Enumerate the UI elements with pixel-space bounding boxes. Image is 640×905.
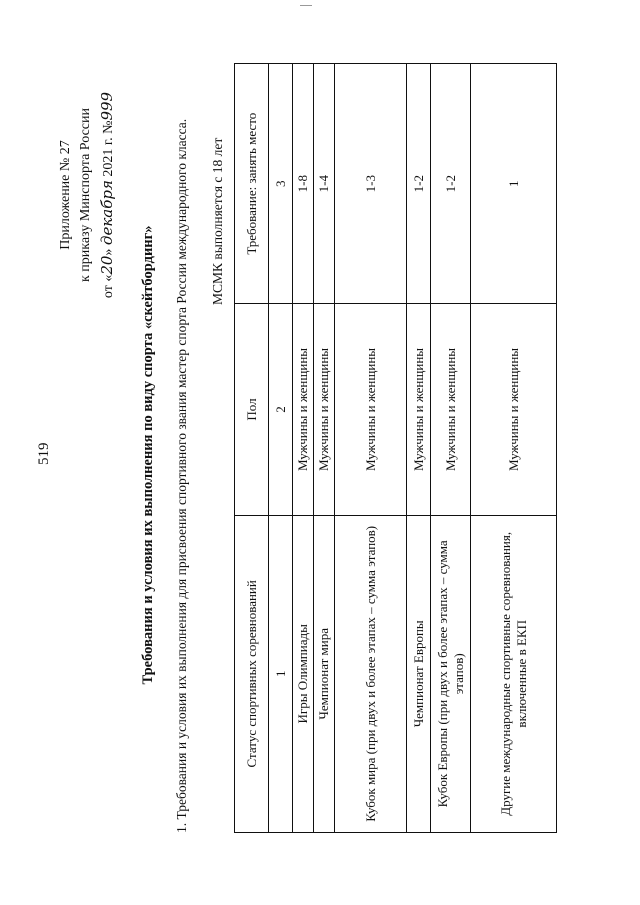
- column-number-1: 1: [269, 515, 293, 832]
- row-sex: Мужчины и женщины: [314, 304, 335, 515]
- row-place: 1-2: [407, 64, 431, 304]
- row-status: Чемпионат мира: [314, 515, 335, 832]
- column-number-3: 3: [269, 64, 293, 304]
- appendix-number: 999: [98, 91, 116, 121]
- appendix-month: декабря: [98, 180, 116, 246]
- appendix-year: 2021 г. №: [101, 120, 116, 177]
- appendix-date-mid: »: [101, 248, 116, 256]
- appendix-line-1: Приложение № 27: [58, 140, 73, 250]
- table-row: [293, 64, 314, 833]
- row-sex: Мужчины и женщины: [335, 304, 407, 515]
- requirements-table: [234, 63, 557, 833]
- row-status: Кубок мира (при двух и более этапах – сумма этапов): [335, 515, 407, 832]
- header-status: Статус спортивных соревнований: [235, 515, 269, 832]
- appendix-date-prefix: от «: [101, 274, 116, 299]
- row-place: 1-4: [314, 64, 335, 304]
- row-place: 1-8: [293, 64, 314, 304]
- row-place: 1-3: [335, 64, 407, 304]
- table-number-row: [269, 64, 293, 833]
- row-sex: Мужчины и женщины: [293, 304, 314, 515]
- header-place: Требование: занять место: [235, 64, 269, 304]
- row-place: 1-2: [431, 64, 471, 304]
- table-row: [314, 64, 335, 833]
- row-sex: Мужчины и женщины: [471, 304, 557, 515]
- header-sex: Пол: [235, 304, 269, 515]
- appendix-line-2: к приказу Минспорта России: [78, 108, 93, 282]
- table-row: [431, 64, 471, 833]
- row-sex: Мужчины и женщины: [431, 304, 471, 515]
- row-status: Другие международные спортивные соревнования, включенные в ЕКП: [471, 515, 557, 832]
- row-place: 1: [471, 64, 557, 304]
- column-number-2: 2: [269, 304, 293, 515]
- table-row: [335, 64, 407, 833]
- table-header-row: [235, 64, 269, 833]
- row-status: Кубок Европы (при двух и более этапах – сумма этапов): [431, 515, 471, 832]
- msmk-note: МСМК выполняется с 18 лет: [210, 137, 225, 305]
- appendix-line-3: [98, 85, 117, 305]
- table-row: [407, 64, 431, 833]
- row-status: Игры Олимпиады: [293, 515, 314, 832]
- row-status: Чемпионат Европы: [407, 515, 431, 832]
- row-sex: Мужчины и женщины: [407, 304, 431, 515]
- section-paragraph: 1. Требования и условия их выполнения для присвоения спортивного звания мастер спорта России международного класса.: [174, 118, 189, 833]
- page-number: 519: [36, 442, 52, 465]
- appendix-day: 20: [98, 255, 116, 275]
- document-title: Требования и условия их выполнения по виду спорта «скейтбординг»: [140, 225, 156, 685]
- table-row: [471, 64, 557, 833]
